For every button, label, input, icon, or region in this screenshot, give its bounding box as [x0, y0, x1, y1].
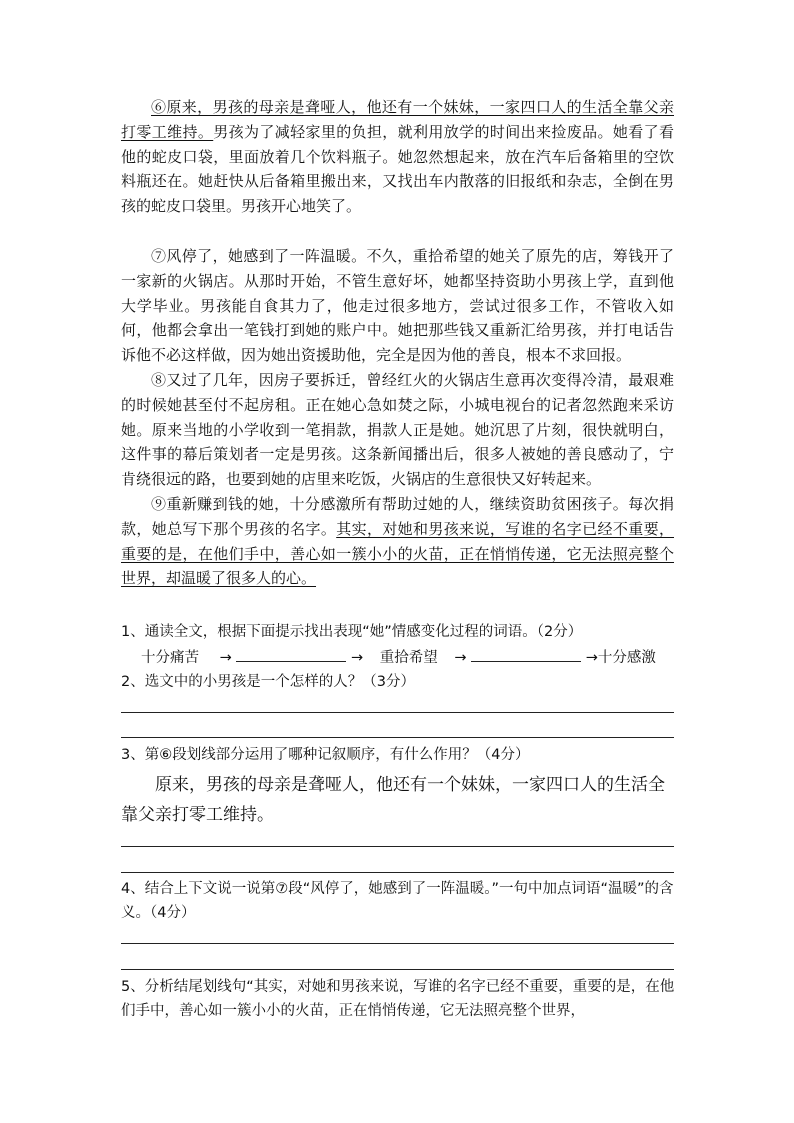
- paragraph-9: [121, 492, 674, 591]
- paragraph-6: [121, 95, 674, 219]
- answer-blank[interactable]: [236, 647, 346, 662]
- answer-line[interactable]: [121, 943, 674, 944]
- paragraph-6-underlined: ⑥原来，男孩的母亲是聋哑人，他还有一个妹妹，一家四口人的生活全靠父亲打零工维持。: [121, 98, 674, 141]
- flow-arrow: →: [350, 650, 364, 666]
- question-3: 3、第⑥段划线部分运用了哪种记叙顺序，有什么作用？（4分）: [121, 747, 530, 763]
- paragraph-8: ⑧又过了几年，因房子要拆迁，曾经红火的火锅店生意再次变得冷清，最艰难的时候她甚至付不起房租。正在她心急如焚之际，小城电视台的记者忽然跑来采访她。原来当地的小学收到一笔捐款，捐款人正是她。她沉思了片刻，很快就明白，这件事的幕后策划者一定是男孩。这条新闻播出后，很多人被她的善良感动了，宁肯绕很远的路，也要到她的店里来吃饭，火锅店的生意很快又好转起来。: [121, 371, 674, 489]
- paragraph-7: ⑦风停了，她感到了一阵温暖。不久，重拾希望的她关了原先的店，筹钱开了一家新的火锅店。从那时开始，不管生意好坏，她都坚持资助小男孩上学，直到他大学毕业。男孩能自食其力了，他走过很多地方，尝试过很多工作，不管收入如何，他都会拿出一笔钱打到她的账户中。她把那些钱又重新汇给男孩，并打电话告诉他不必这样做，因为她出资援助他，完全是因为他的善良，根本不求回报。: [121, 247, 674, 365]
- flow-arrow: →: [585, 650, 598, 666]
- flow-arrow: →: [219, 650, 232, 666]
- paragraph-9-text: ⑨重新赚到钱的她，十分感激所有帮助过她的人，继续资助贫困孩子。每次捐款，她总写下那个男孩的名字。: [121, 495, 674, 538]
- answer-line[interactable]: [121, 872, 674, 873]
- answer-line[interactable]: [121, 712, 674, 713]
- answer-blank[interactable]: [471, 647, 581, 662]
- question-4: 4、结合上下文说一说第⑦段“风停了，她感到了一阵温暖。”一句中加点词语“温暖”的含义。（4分）: [121, 881, 674, 921]
- flow-middle: 重拾希望: [379, 650, 438, 666]
- paragraph-6-text: 男孩为了减轻家里的负担，就利用放学的时间出来捡废品。她看了看他的蛇皮口袋，里面放着几个饮料瓶子。她忽然想起来，放在汽车后备箱里的空饮料瓶还在。她赶快从后备箱里搬出来，又找出车内散落的旧报纸和杂志，全倒在男孩的蛇皮口袋里。男孩开心地笑了。: [121, 122, 674, 216]
- flow-end: 十分感激: [597, 650, 656, 666]
- question-2: 2、选文中的小男孩是一个怎样的人？（3分）: [121, 674, 415, 690]
- emotion-flow: [141, 646, 656, 667]
- paragraph-9-underlined: 其实，对她和男孩来说，写谁的名字已经不重要，重要的是，在他们手中，善心如一簇小小的火苗，正在悄悄传递，它无法照亮整个世界，却温暖了很多人的心。: [121, 519, 674, 588]
- quoted-sentence: 原来，男孩的母亲是聋哑人，他还有一个妹妹，一家四口人的生活全靠父亲打零工维持。: [121, 775, 665, 825]
- answer-line[interactable]: [121, 737, 674, 738]
- answer-line[interactable]: [121, 969, 674, 970]
- flow-start: 十分痛苦: [141, 650, 199, 666]
- flow-arrow: →: [454, 650, 467, 666]
- question-5: 5、分析结尾划线句“其实，对她和男孩来说，写谁的名字已经不重要，重要的是，在他们手中，善心如一簇小小的火苗，正在悄悄传递，它无法照亮整个世界，: [121, 979, 675, 1019]
- question-1: 1、通读全文，根据下面提示找出表现“她”情感变化过程的词语。（2分）: [121, 624, 583, 640]
- answer-line[interactable]: [121, 846, 674, 847]
